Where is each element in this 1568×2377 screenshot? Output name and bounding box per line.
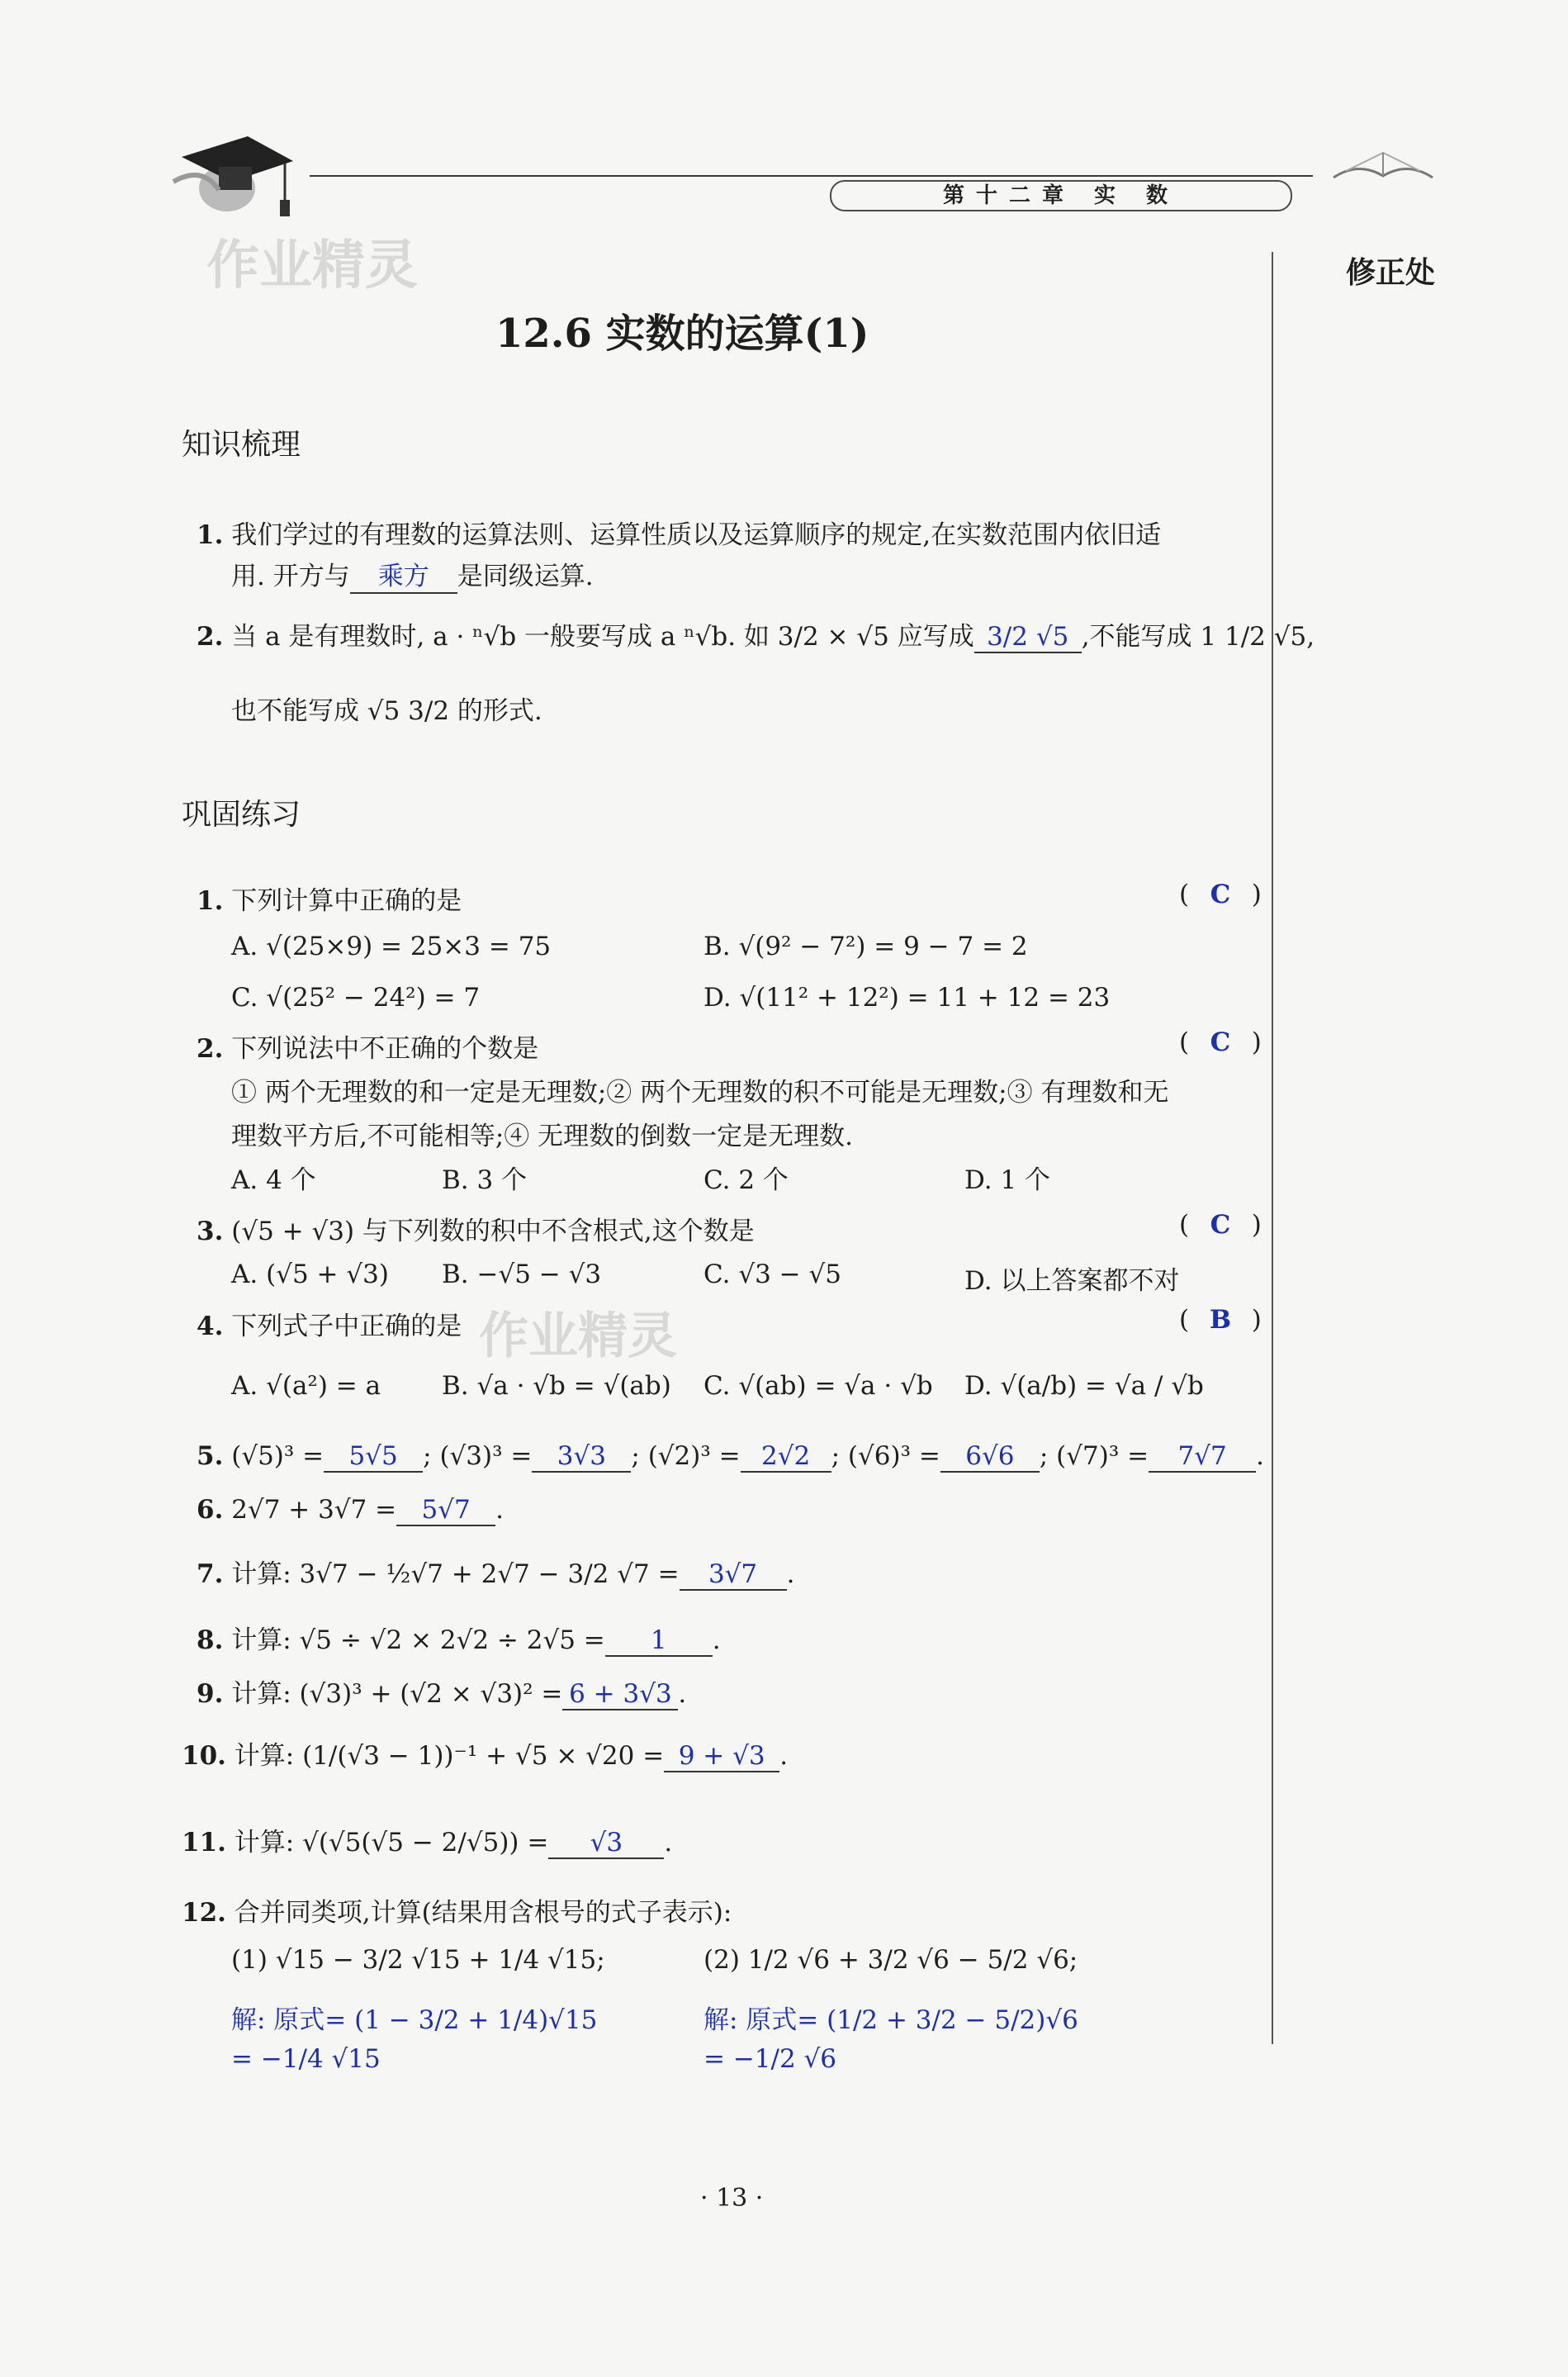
- practice-q7: 7. 计算: 3√7 − ½√7 + 2√7 − 3/2 √7 = 3√7 .: [197, 1559, 795, 1589]
- practice-q5-answer-1: 5√5: [324, 1441, 423, 1473]
- practice-q2-option-b: B. 3 个: [442, 1165, 528, 1195]
- knowledge-q1-line2: 用. 开方与 乘方 是同级运算.: [231, 555, 594, 594]
- practice-q1-option-a: A. √(25×9) = 25×3 = 75: [231, 932, 552, 961]
- practice-q9-answer: 6 + 3√3: [562, 1679, 678, 1710]
- margin-divider: [1272, 252, 1273, 2044]
- practice-q8: 8. 计算: √5 ÷ √2 × 2√2 ÷ 2√5 = 1 .: [197, 1625, 721, 1655]
- practice-q2-line2: 理数平方后,不可能相等;④ 无理数的倒数一定是无理数.: [231, 1122, 854, 1151]
- practice-q9: 9. 计算: (√3)³ + (√2 × √3)² = 6 + 3√3 .: [197, 1679, 687, 1709]
- practice-q12-solution1-line1: 解: 原式= (1 − 3/2 + 1/4)√15: [231, 2005, 598, 2035]
- practice-q3-option-a: A. (√5 + √3): [231, 1260, 389, 1289]
- section-practice-heading: 巩固练习: [182, 798, 301, 832]
- knowledge-q1-line1: 1. 我们学过的有理数的运算法则、运算性质以及运算顺序的规定,在实数范围内依旧适: [197, 520, 1162, 550]
- practice-q11: 11. 计算: √(√5(√5 − 2/√5)) = √3 .: [182, 1828, 673, 1857]
- watermark: 作业精灵: [479, 1307, 677, 1365]
- practice-q2-option-d: D. 1 个: [964, 1165, 1051, 1195]
- chapter-label: 第十二章 实 数: [830, 180, 1292, 211]
- practice-q4-answer: ( B ): [1179, 1305, 1262, 1335]
- practice-q10-answer: 9 + √3: [664, 1741, 779, 1772]
- practice-q4-stem: 4. 下列式子中正确的是: [197, 1312, 462, 1341]
- page-number: · 13 ·: [700, 2184, 764, 2213]
- practice-q4-option-b: B. √a · √b = √(ab): [442, 1371, 671, 1401]
- practice-q4-option-d: D. √(a/b) = √a / √b: [964, 1371, 1204, 1401]
- open-book-icon: [1329, 145, 1437, 186]
- practice-q1-stem: 1. 下列计算中正确的是: [197, 886, 462, 916]
- knowledge-q2-line2: 也不能写成 √5 3/2 的形式.: [231, 696, 542, 726]
- practice-q3-answer: ( C ): [1179, 1210, 1262, 1240]
- practice-q1-option-c: C. √(25² − 24²) = 7: [231, 983, 481, 1013]
- practice-q5-answer-2: 3√3: [532, 1441, 631, 1473]
- section-knowledge-heading: 知识梳理: [182, 428, 301, 462]
- practice-q1-option-d: D. √(11² + 12²) = 11 + 12 = 23: [703, 983, 1111, 1013]
- practice-q5-answer-3: 2√2: [741, 1441, 831, 1473]
- practice-q2-answer: ( C ): [1179, 1027, 1262, 1057]
- practice-q3-option-d: D. 以上答案都不对: [964, 1266, 1180, 1296]
- practice-q6-answer: 5√7: [396, 1495, 495, 1526]
- practice-q11-answer: √3: [548, 1828, 664, 1859]
- practice-q10: 10. 计算: (1/(√3 − 1))⁻¹ + √5 × √20 = 9 + √3 .: [182, 1741, 789, 1771]
- practice-q2-line1: ① 两个无理数的和一定是无理数;② 两个无理数的积不可能是无理数;③ 有理数和无: [231, 1078, 1169, 1108]
- practice-q1-option-b: B. √(9² − 7²) = 9 − 7 = 2: [703, 932, 1028, 961]
- knowledge-q2-line1: 2. 当 a 是有理数时, a · ⁿ√b 一般要写成 a ⁿ√b. 如 3/2 × √5 应写成 3/2 √5 ,不能写成 1 1/2 √5,: [197, 622, 1315, 652]
- knowledge-q2-answer: 3/2 √5: [974, 622, 1082, 653]
- practice-q4-option-a: A. √(a²) = a: [231, 1371, 381, 1401]
- practice-q12-solution1-line2: = −1/4 √15: [231, 2044, 381, 2074]
- revision-column-label: 修正处: [1346, 256, 1436, 290]
- practice-q5: 5. (√5)³ = 5√5 ; (√3)³ = 3√3 ; (√2)³ = 2√2 ; (√6)³ = 6√6 ; (√7)³ = 7√7 .: [197, 1441, 1264, 1471]
- practice-q3-option-b: B. −√5 − √3: [442, 1260, 602, 1289]
- watermark: 作业精灵: [206, 235, 418, 297]
- practice-q12-solution2-line1: 解: 原式= (1/2 + 3/2 − 5/2)√6: [703, 2005, 1078, 2035]
- practice-q2-stem: 2. 下列说法中不正确的个数是: [197, 1034, 539, 1064]
- practice-q8-answer: 1: [605, 1625, 713, 1657]
- practice-q12-part1: (1) √15 − 3/2 √15 + 1/4 √15;: [231, 1945, 605, 1975]
- practice-q3-stem: 3. (√5 + √3) 与下列数的积中不含根式,这个数是: [197, 1217, 755, 1246]
- practice-q12-part2: (2) 1/2 √6 + 3/2 √6 − 5/2 √6;: [703, 1945, 1078, 1975]
- practice-q5-answer-5: 7√7: [1149, 1441, 1256, 1473]
- knowledge-q1-answer: 乘方: [350, 555, 457, 594]
- practice-q6: 6. 2√7 + 3√7 = 5√7 .: [197, 1495, 505, 1525]
- practice-q2-option-a: A. 4 个: [231, 1165, 316, 1195]
- practice-q12-solution2-line2: = −1/2 √6: [703, 2044, 837, 2074]
- practice-q2-option-c: C. 2 个: [703, 1165, 789, 1195]
- practice-q4-option-c: C. √(ab) = √a · √b: [703, 1371, 933, 1401]
- practice-q5-answer-4: 6√6: [940, 1441, 1040, 1473]
- practice-q12-stem: 12. 合并同类项,计算(结果用含根号的式子表示):: [182, 1898, 732, 1928]
- practice-q3-option-c: C. √3 − √5: [703, 1260, 841, 1289]
- page-title: 12.6 实数的运算(1): [495, 311, 869, 357]
- practice-q1-answer: ( C ): [1179, 880, 1262, 909]
- practice-q7-answer: 3√7: [680, 1559, 787, 1591]
- graduation-cap-icon: [169, 124, 301, 231]
- header-rule: [310, 175, 1313, 177]
